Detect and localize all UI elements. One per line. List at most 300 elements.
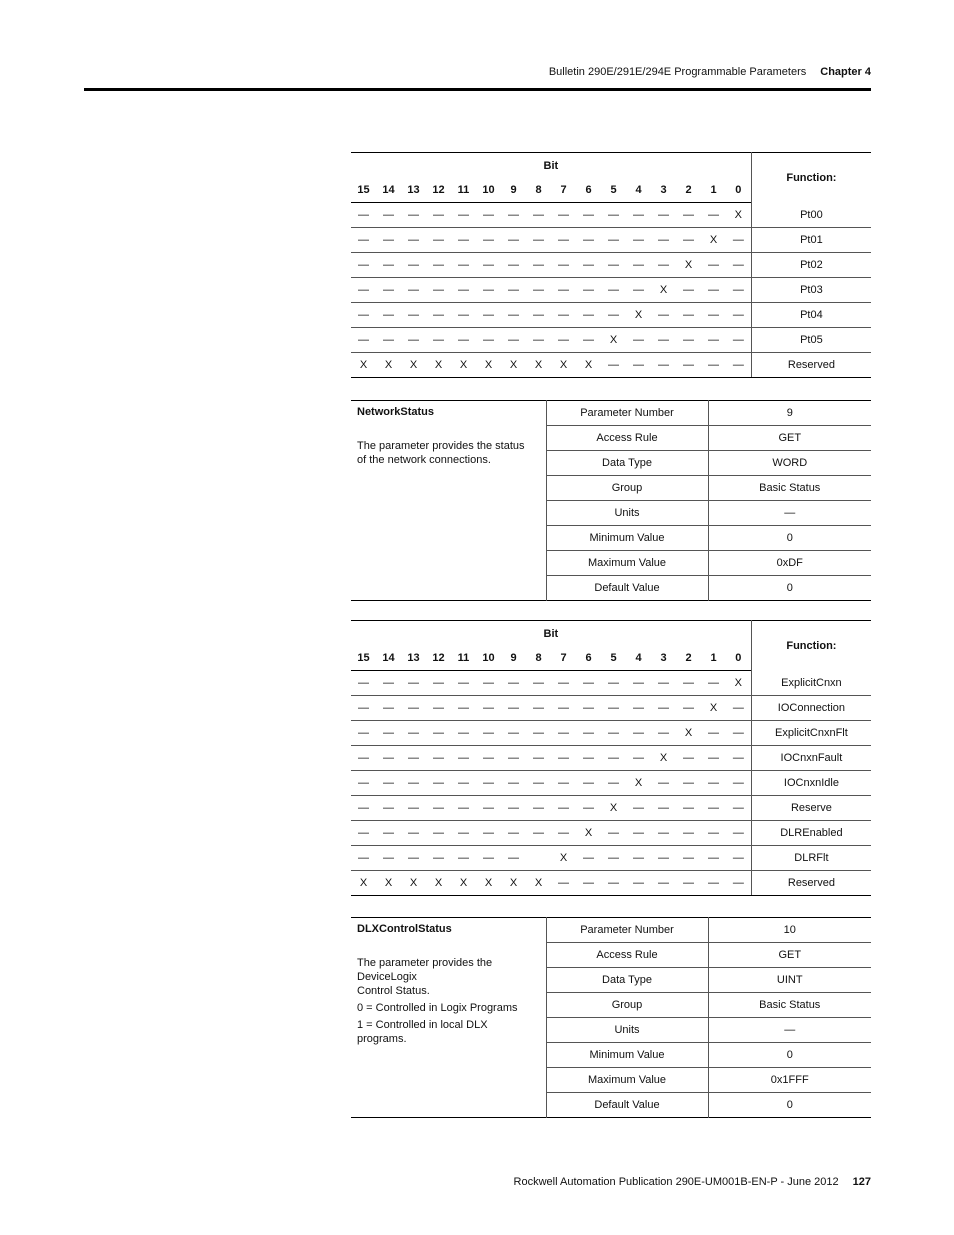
bit-cell: — <box>426 796 451 821</box>
bit-number: 5 <box>601 646 626 671</box>
bit-cell: X <box>501 871 526 896</box>
bit-number: 7 <box>551 646 576 671</box>
bit-row <box>351 721 871 746</box>
bit-number: 10 <box>476 646 501 671</box>
bit-cell: — <box>426 721 451 746</box>
bit-cell: — <box>376 821 401 846</box>
bit-number: 5 <box>601 178 626 203</box>
bit-cell: — <box>576 846 601 871</box>
bit-row <box>351 871 871 896</box>
bit-cell: — <box>726 871 751 896</box>
bit-cell: — <box>626 746 651 771</box>
bit-number: 13 <box>401 178 426 203</box>
param-value: 9 <box>708 401 871 426</box>
bit-number: 1 <box>701 646 726 671</box>
bit-cell: — <box>576 871 601 896</box>
bit-cell: — <box>426 771 451 796</box>
bit-number: 7 <box>551 178 576 203</box>
bit-cell: — <box>376 721 401 746</box>
bit-cell: — <box>601 771 626 796</box>
bit-cell: — <box>376 253 401 278</box>
bit-cell: — <box>676 746 701 771</box>
bit-cell: — <box>351 303 376 328</box>
bit-cell: — <box>576 303 601 328</box>
bit-number: 6 <box>576 646 601 671</box>
bit-cell: — <box>551 771 576 796</box>
param-label: Group <box>546 476 708 501</box>
bit-label: Bit <box>543 159 559 172</box>
bit-cell: — <box>351 228 376 253</box>
bit-label: Bit <box>543 627 559 640</box>
bit-number: 11 <box>451 646 476 671</box>
bit-cell: — <box>626 353 651 378</box>
bit-cell: — <box>551 871 576 896</box>
function-cell: DLRFlt <box>751 846 871 871</box>
bit-cell: — <box>601 721 626 746</box>
function-cell: Pt04 <box>751 303 871 328</box>
bit-cell: — <box>351 671 376 696</box>
bit-cell: — <box>626 278 651 303</box>
bit-cell: — <box>501 203 526 228</box>
bit-number: 4 <box>626 178 651 203</box>
bit-number: 13 <box>401 646 426 671</box>
bit-cell: — <box>551 328 576 353</box>
bit-cell: — <box>726 253 751 278</box>
param-label: Minimum Value <box>546 1043 708 1068</box>
bit-cell: — <box>601 846 626 871</box>
bit-cell: — <box>526 821 551 846</box>
bit-cell: — <box>501 303 526 328</box>
bit-cell: — <box>726 746 751 771</box>
bit-cell: X <box>376 353 401 378</box>
bit-cell: — <box>401 721 426 746</box>
bit-cell: X <box>701 228 726 253</box>
bit-cell: — <box>451 821 476 846</box>
param-label: Maximum Value <box>546 551 708 576</box>
bit-row <box>351 353 871 378</box>
bit-cell: — <box>426 746 451 771</box>
bit-cell: X <box>726 671 751 696</box>
param-label: Parameter Number <box>546 918 708 943</box>
bit-cell: — <box>626 871 651 896</box>
bit-cell: — <box>676 821 701 846</box>
param-label: Units <box>546 501 708 526</box>
bit-cell: — <box>601 746 626 771</box>
bit-cell: — <box>526 746 551 771</box>
bit-cell: X <box>401 871 426 896</box>
bit-cell <box>526 846 551 871</box>
param-label: Default Value <box>546 1093 708 1118</box>
bit-cell: — <box>651 871 676 896</box>
param-name: NetworkStatus <box>357 406 435 418</box>
bit-cell: — <box>476 746 501 771</box>
bit-cell: X <box>726 203 751 228</box>
bit-cell: X <box>526 353 551 378</box>
bit-row <box>351 796 871 821</box>
function-cell: IOCnxnFault <box>751 746 871 771</box>
bit-number: 12 <box>426 646 451 671</box>
bit-cell: X <box>451 353 476 378</box>
bit-cell: — <box>501 671 526 696</box>
bit-cell: — <box>551 746 576 771</box>
param-value: 0x1FFF <box>708 1068 871 1093</box>
bit-cell: — <box>476 846 501 871</box>
bit-cell: X <box>576 821 601 846</box>
param-label: Group <box>546 993 708 1018</box>
bit-number: 8 <box>526 178 551 203</box>
bit-row <box>351 203 871 228</box>
bit-cell: — <box>376 328 401 353</box>
bit-cell: — <box>726 846 751 871</box>
bit-cell: — <box>351 203 376 228</box>
bit-cell: — <box>726 771 751 796</box>
param-value: — <box>708 1018 871 1043</box>
bit-cell: X <box>526 871 551 896</box>
bit-cell: — <box>476 821 501 846</box>
bit-cell: — <box>626 228 651 253</box>
bit-cell: — <box>501 721 526 746</box>
bit-cell: — <box>451 746 476 771</box>
bit-cell: — <box>701 328 726 353</box>
param-label: Default Value <box>546 576 708 601</box>
bit-cell: — <box>651 771 676 796</box>
bit-number: 12 <box>426 178 451 203</box>
bit-cell: — <box>451 303 476 328</box>
param-row <box>351 918 871 943</box>
bit-cell: — <box>476 303 501 328</box>
bit-cell: — <box>676 228 701 253</box>
bit-cell: — <box>476 253 501 278</box>
bit-cell: — <box>401 228 426 253</box>
bit-cell: — <box>501 846 526 871</box>
function-cell: Reserve <box>751 796 871 821</box>
bit-cell: — <box>501 746 526 771</box>
param-value: GET <box>708 943 871 968</box>
bit-cell: — <box>351 278 376 303</box>
bit-cell: — <box>351 771 376 796</box>
bit-cell: — <box>376 203 401 228</box>
bit-cell: X <box>401 353 426 378</box>
bit-cell: — <box>501 771 526 796</box>
bit-number: 0 <box>726 646 751 671</box>
bit-cell: — <box>676 303 701 328</box>
bit-cell: — <box>701 671 726 696</box>
bit-cell: — <box>551 303 576 328</box>
bit-cell: — <box>701 871 726 896</box>
param-value: 0 <box>708 576 871 601</box>
bit-row <box>351 278 871 303</box>
function-cell: ExplicitCnxn <box>751 671 871 696</box>
bit-cell: — <box>551 721 576 746</box>
bit-cell: X <box>501 353 526 378</box>
description-line: 0 = Controlled in Logix Programs <box>357 1002 518 1014</box>
bit-cell: — <box>401 253 426 278</box>
bit-number: 3 <box>651 646 676 671</box>
bit-cell: — <box>701 353 726 378</box>
bit-cell: — <box>626 796 651 821</box>
param-row <box>351 401 871 426</box>
bit-cell: — <box>476 771 501 796</box>
bit-row <box>351 303 871 328</box>
bit-cell: — <box>401 771 426 796</box>
bit-cell: — <box>476 278 501 303</box>
param-table-dlxcontrolstatus <box>351 917 871 1118</box>
bit-cell: — <box>426 671 451 696</box>
bit-cell: — <box>726 353 751 378</box>
param-label: Access Rule <box>546 426 708 451</box>
bit-cell: — <box>351 721 376 746</box>
bit-header-row <box>351 153 871 179</box>
bit-cell: — <box>376 278 401 303</box>
bit-cell: — <box>576 253 601 278</box>
bit-cell: — <box>501 228 526 253</box>
bit-cell: — <box>651 696 676 721</box>
bit-number: 2 <box>676 178 701 203</box>
bit-cell: — <box>401 696 426 721</box>
bit-cell: X <box>376 871 401 896</box>
bit-cell: — <box>576 771 601 796</box>
bit-cell: — <box>426 846 451 871</box>
bit-row <box>351 671 871 696</box>
function-label: Function: <box>751 153 871 203</box>
bit-row <box>351 328 871 353</box>
param-label: Access Rule <box>546 943 708 968</box>
bit-cell: — <box>451 228 476 253</box>
bit-cell: — <box>401 821 426 846</box>
bit-cell: — <box>676 203 701 228</box>
param-label: Parameter Number <box>546 401 708 426</box>
bit-cell: — <box>701 203 726 228</box>
bit-cell: — <box>451 796 476 821</box>
bit-cell: X <box>351 353 376 378</box>
function-cell: Pt01 <box>751 228 871 253</box>
bit-cell: — <box>451 203 476 228</box>
bit-cell: — <box>601 228 626 253</box>
bit-cell: — <box>526 228 551 253</box>
bit-cell: — <box>651 846 676 871</box>
bit-cell: — <box>726 821 751 846</box>
bit-cell: — <box>501 821 526 846</box>
bit-cell: — <box>526 328 551 353</box>
function-cell: Reserved <box>751 871 871 896</box>
bit-cell: — <box>701 771 726 796</box>
bit-row <box>351 821 871 846</box>
bit-cell: — <box>501 796 526 821</box>
bit-cell: — <box>576 278 601 303</box>
function-cell: DLREnabled <box>751 821 871 846</box>
bit-cell: — <box>551 203 576 228</box>
bit-number: 2 <box>676 646 701 671</box>
bit-cell: X <box>476 871 501 896</box>
bit-number: 14 <box>376 646 401 671</box>
bit-cell: — <box>526 771 551 796</box>
bit-cell: — <box>526 696 551 721</box>
bit-cell: — <box>351 696 376 721</box>
bit-table-pt <box>351 152 871 378</box>
bit-cell: — <box>701 278 726 303</box>
bit-cell: X <box>651 278 676 303</box>
param-value: GET <box>708 426 871 451</box>
bit-cell: X <box>626 771 651 796</box>
bit-cell: — <box>726 303 751 328</box>
bit-cell: — <box>401 746 426 771</box>
function-cell: IOCnxnIdle <box>751 771 871 796</box>
bit-cell: — <box>576 671 601 696</box>
bit-cell: — <box>501 696 526 721</box>
bit-cell: — <box>576 696 601 721</box>
bit-cell: — <box>551 671 576 696</box>
bit-cell: — <box>426 821 451 846</box>
bit-cell: — <box>451 846 476 871</box>
bit-cell: — <box>526 253 551 278</box>
bit-cell: — <box>401 278 426 303</box>
bit-cell: — <box>426 328 451 353</box>
param-table-networkstatus <box>351 400 871 601</box>
bit-cell: — <box>651 328 676 353</box>
page-header <box>549 66 871 78</box>
param-description <box>351 918 546 1118</box>
bit-cell: — <box>476 796 501 821</box>
bit-cell: — <box>626 821 651 846</box>
bit-cell: — <box>601 303 626 328</box>
bit-cell: X <box>651 746 676 771</box>
bit-cell: X <box>476 353 501 378</box>
bit-cell: — <box>551 821 576 846</box>
bit-cell: — <box>351 328 376 353</box>
bit-cell: — <box>626 696 651 721</box>
bit-cell: — <box>701 746 726 771</box>
bit-cell: — <box>476 721 501 746</box>
param-label: Minimum Value <box>546 526 708 551</box>
bit-cell: X <box>626 303 651 328</box>
bit-cell: — <box>601 353 626 378</box>
bit-cell: — <box>726 721 751 746</box>
bit-cell: — <box>351 253 376 278</box>
bit-cell: — <box>526 721 551 746</box>
bit-cell: — <box>401 203 426 228</box>
bit-cell: — <box>451 328 476 353</box>
bit-cell: — <box>676 671 701 696</box>
bit-cell: X <box>601 328 626 353</box>
bit-cell: — <box>451 771 476 796</box>
bit-cell: — <box>426 228 451 253</box>
bit-cell: — <box>676 328 701 353</box>
bit-cell: — <box>476 671 501 696</box>
header-rule <box>84 88 871 91</box>
bit-cell: X <box>426 871 451 896</box>
description-line: of the network connections. <box>357 454 491 466</box>
bit-cell: — <box>676 278 701 303</box>
bit-row <box>351 253 871 278</box>
bit-cell: — <box>451 721 476 746</box>
bit-cell: — <box>476 696 501 721</box>
bit-cell: — <box>551 796 576 821</box>
bit-cell: — <box>376 796 401 821</box>
param-description <box>351 401 546 601</box>
bit-cell: — <box>526 278 551 303</box>
bit-cell: — <box>526 796 551 821</box>
param-value: 10 <box>708 918 871 943</box>
bit-cell: — <box>576 796 601 821</box>
bit-cell: — <box>451 278 476 303</box>
function-cell: Pt03 <box>751 278 871 303</box>
bit-cell: — <box>376 228 401 253</box>
bit-cell: — <box>726 696 751 721</box>
bit-row <box>351 696 871 721</box>
bit-cell: — <box>551 228 576 253</box>
bit-cell: — <box>551 253 576 278</box>
bit-cell: — <box>601 278 626 303</box>
bit-cell: — <box>651 253 676 278</box>
bit-cell: — <box>651 203 676 228</box>
bit-cell: — <box>401 328 426 353</box>
bit-cell: — <box>551 278 576 303</box>
param-value: 0 <box>708 1093 871 1118</box>
bit-cell: — <box>401 846 426 871</box>
bit-cell: — <box>426 278 451 303</box>
param-value: Basic Status <box>708 993 871 1018</box>
function-cell: Pt05 <box>751 328 871 353</box>
function-cell: Pt00 <box>751 203 871 228</box>
bit-cell: — <box>376 746 401 771</box>
bit-cell: — <box>676 846 701 871</box>
description-line: The parameter provides the DeviceLogix <box>357 957 493 983</box>
bit-cell: X <box>676 253 701 278</box>
bit-cell: — <box>676 796 701 821</box>
bit-cell: — <box>601 696 626 721</box>
bit-cell: — <box>476 203 501 228</box>
bit-cell: — <box>626 721 651 746</box>
bit-cell: — <box>576 746 601 771</box>
bit-cell: — <box>651 821 676 846</box>
bit-cell: — <box>351 796 376 821</box>
bit-cell: — <box>601 203 626 228</box>
bit-cell: — <box>451 671 476 696</box>
param-value: UINT <box>708 968 871 993</box>
bit-cell: — <box>426 253 451 278</box>
bit-cell: — <box>676 353 701 378</box>
bit-cell: — <box>426 696 451 721</box>
param-name: DLXControlStatus <box>357 923 452 935</box>
bit-number: 9 <box>501 178 526 203</box>
bit-cell: — <box>651 671 676 696</box>
bit-number: 8 <box>526 646 551 671</box>
bit-cell: X <box>601 796 626 821</box>
bit-row <box>351 771 871 796</box>
function-label: Function: <box>751 621 871 671</box>
function-cell: IOConnection <box>751 696 871 721</box>
bit-cell: — <box>701 303 726 328</box>
bit-cell: — <box>726 278 751 303</box>
bit-cell: — <box>351 846 376 871</box>
bit-cell: — <box>651 228 676 253</box>
bit-number: 9 <box>501 646 526 671</box>
bit-number: 10 <box>476 178 501 203</box>
bit-cell: — <box>726 328 751 353</box>
function-cell: Pt02 <box>751 253 871 278</box>
bit-number: 14 <box>376 178 401 203</box>
bit-cell: — <box>726 228 751 253</box>
bit-number: 4 <box>626 646 651 671</box>
bit-number: 15 <box>351 178 376 203</box>
bit-cell: — <box>626 203 651 228</box>
bit-cell: X <box>351 871 376 896</box>
bit-cell: — <box>401 671 426 696</box>
bit-cell: — <box>701 721 726 746</box>
bit-cell: — <box>401 303 426 328</box>
bit-number: 11 <box>451 178 476 203</box>
bit-number: 1 <box>701 178 726 203</box>
